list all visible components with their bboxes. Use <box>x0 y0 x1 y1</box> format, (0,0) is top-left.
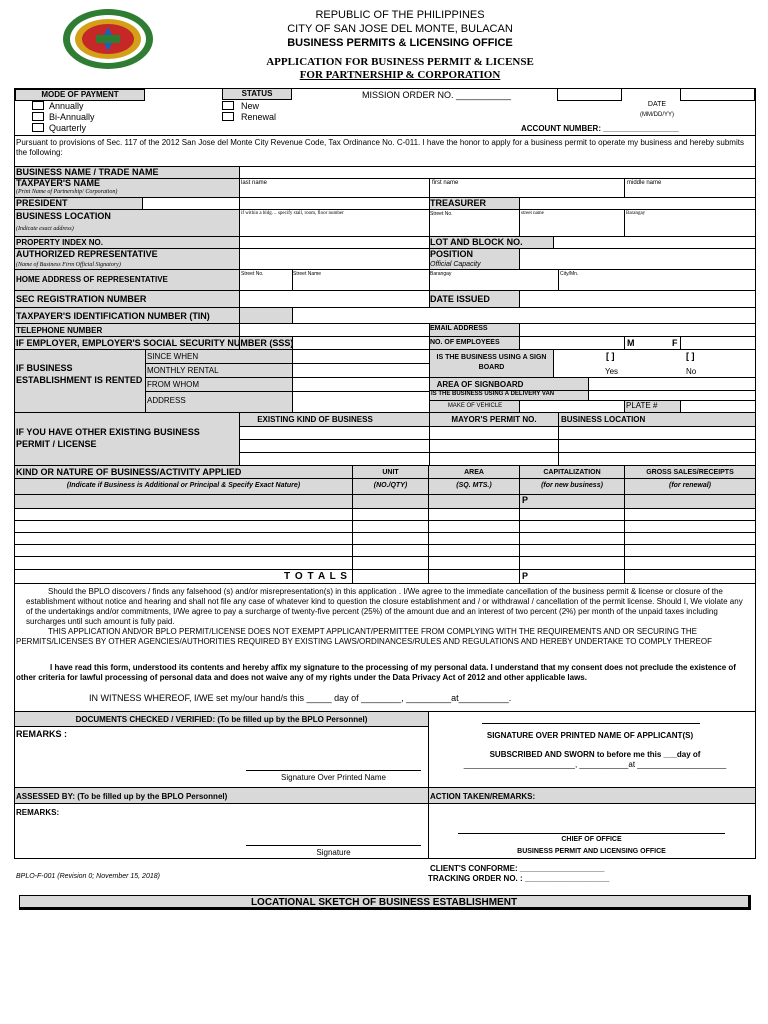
official-capacity-label: Official Capacity <box>430 261 481 268</box>
mayor-permit-header: MAYOR'S PERMIT NO. <box>451 415 537 424</box>
assessed-by-label: ASSESSED BY: (To be filled up by the BPLO Personnel) <box>16 792 228 801</box>
rented-label: IF BUSINESS ESTABLISHMENT IS RENTED <box>16 363 143 385</box>
unit-header: UNIT <box>382 469 399 476</box>
make-of-vehicle-label: MAKE OF VEHICLE <box>447 403 503 409</box>
home-address-label: HOME ADDRESS OF REPRESENTATIVE <box>16 275 168 284</box>
city-seal <box>62 8 154 70</box>
annually-checkbox[interactable] <box>32 101 44 110</box>
account-number-field[interactable]: ACCOUNT NUMBER: _________________ <box>521 124 679 133</box>
new-label: New <box>241 101 260 111</box>
business-name-input[interactable] <box>240 167 755 178</box>
remarks-label: REMARKS : <box>16 729 67 739</box>
president-label: PRESIDENT <box>16 198 68 208</box>
remarks2-label: REMARKS: <box>16 808 60 817</box>
home-barangay: Barangay <box>430 271 452 277</box>
yes-label: Yes <box>605 367 619 376</box>
yes-bracket[interactable]: [ ] <box>606 351 615 361</box>
property-index-label: PROPERTY INDEX NO. <box>16 238 103 247</box>
existing-kind-header: EXISTING KIND OF BUSINESS <box>257 415 373 424</box>
capitalization-p: P <box>522 495 529 505</box>
existing-permit-label: IF YOU HAVE OTHER EXISTING BUSINESS PERMIT / LICENSE <box>16 427 200 449</box>
annually-label: Annually <box>49 101 84 111</box>
date-format: (MM/DD/YY) <box>640 112 674 118</box>
tracking-order-field[interactable]: TRACKING ORDER NO. : ___________________ <box>428 874 610 883</box>
form-number: BPLO-F-001 (Revision 0; November 15, 2018) <box>16 873 160 880</box>
home-street-no: Street No. <box>241 271 264 277</box>
area-header: AREA <box>464 469 484 476</box>
sec-registration-label: SEC REGISTRATION NUMBER <box>16 294 147 304</box>
status-label: STATUS <box>222 88 292 100</box>
quarterly-label: Quarterly <box>49 123 87 133</box>
sss-label: IF EMPLOYER, EMPLOYER'S SOCIAL SECURITY NUMBER (SSS) <box>16 338 294 348</box>
authorized-rep-sub: (Name of Business Firm Official Signatory) <box>16 262 121 268</box>
business-location-sub: (Indicate exact address) <box>16 226 74 232</box>
monthly-rental-label: MONTHLY RENTAL <box>147 366 219 375</box>
subscribed-sworn-text: SUBSCRIBED AND SWORN to before me this ___day of <box>489 750 701 759</box>
republic-text: REPUBLIC OF THE PHILIPPINES <box>315 9 485 21</box>
first-name-label: first name <box>432 180 459 186</box>
unit-sub: (NO./QTY) <box>373 482 408 489</box>
no-label: No <box>686 367 697 376</box>
gross-sales-sub: (for renewal) <box>668 482 711 489</box>
assessor-signature-label: Signature <box>316 848 351 857</box>
capitalization-header: CAPITALIZATION <box>543 469 601 476</box>
city-text: CITY OF SAN JOSE DEL MONTE, BULACAN <box>287 23 513 35</box>
business-name-label: BUSINESS NAME / TRADE NAME <box>16 167 159 177</box>
treasurer-label: TREASURER <box>430 198 487 208</box>
employees-label: NO. OF EMPLOYEES <box>430 339 500 346</box>
chief-of-office-label: CHIEF OF OFFICE <box>561 836 622 843</box>
intro-paragraph: Pursuant to provisions of Sec. 117 of the 2012 San Jose del Monte City Revenue Code, Tax Ordinance No. C-011. I have the honor to apply for a business permit to operate my business and hereby submits the following: <box>16 138 744 157</box>
area-sub: (SQ. MTS.) <box>456 482 492 489</box>
renewal-checkbox[interactable] <box>222 112 234 121</box>
totals-p: P <box>522 571 529 581</box>
authorized-rep-label: AUTHORIZED REPRESENTATIVE <box>16 249 158 259</box>
lot-block-label: LOT AND BLOCK NO. <box>430 237 523 247</box>
date-box-1[interactable] <box>557 88 622 101</box>
renewal-label: Renewal <box>241 112 277 122</box>
street-no-label: Street No. <box>430 211 453 217</box>
activity-sub: (Indicate if Business is Additional or Principal & Specify Exact Nature) <box>66 482 301 489</box>
no-bracket[interactable]: [ ] <box>686 351 695 361</box>
rented-address-label: ADDRESS <box>147 396 186 405</box>
mission-order-field[interactable]: MISSION ORDER NO. ___________ <box>362 90 512 100</box>
form-subtitle: FOR PARTNERSHIP & CORPORATION <box>299 69 501 81</box>
date-label: DATE <box>647 101 667 108</box>
locational-sketch-header: LOCATIONAL SKETCH OF BUSINESS ESTABLISHMENT <box>19 895 751 910</box>
middle-name-label: middle name <box>627 180 662 186</box>
capitalization-sub: (for new business) <box>541 482 603 489</box>
since-when-label: SINCE WHEN <box>147 352 199 361</box>
home-street-name: Street Name <box>293 271 322 277</box>
business-location-label: BUSINESS LOCATION <box>16 211 111 221</box>
telephone-label: TELEPHONE NUMBER <box>16 326 103 335</box>
office-text: BUSINESS PERMITS & LICENSING OFFICE <box>287 37 513 49</box>
tin-label: TAXPAYER'S IDENTIFICATION NUMBER (TIN) <box>16 311 210 321</box>
female-label: F <box>672 338 678 348</box>
plate-label: PLATE # <box>626 401 658 410</box>
exemption-paragraph: THIS APPLICATION AND/OR BPLO PERMIT/LICENSE DOES NOT EXEMPT APPLICANT/PERMITTEE FROM COMPLYING WITH THE REQUIREMENTS AND OR SECURING THE PERMITS/LICENSES BY OTHER AGENCIES/AUTHORITIES REQUIRED BY EXISTING LAWS/ORDINANCES/RULES AND REGULATIONS AND HEREBY UNDERTAKE TO COMPLY THEREOF <box>16 627 713 646</box>
barangay-label: Barangay <box>626 211 646 216</box>
street-name-label: street name <box>521 211 544 216</box>
signature-printed-name: Signature Over Printed Name <box>281 773 386 782</box>
mode-of-payment-label: MODE OF PAYMENT <box>15 89 145 101</box>
totals-label: T O T A L S <box>284 571 348 582</box>
signboard-area-label: AREA OF SIGNBOARD <box>436 380 524 389</box>
date-box-2[interactable] <box>680 88 755 101</box>
bplo-label: BUSINESS PERMIT AND LICENSING OFFICE <box>517 848 666 855</box>
subscribed-line[interactable]: _________________________, ___________at ____________________ <box>463 760 727 769</box>
action-taken-label: ACTION TAKEN/REMARKS: <box>430 792 536 801</box>
privacy-paragraph: I have read this form, understood its contents and hereby affix my signature to the processing of my personal data. I understand that my consent does not preclude the existence of other criteria for lawful processing of personal data and does not waive any of my rights under the Data Privacy Act of 2012 and other applicable laws. <box>16 663 736 682</box>
witness-line: IN WITNESS WHEREOF, I/WE set my/our hand/s this _____ day of ________, _________at__________. <box>89 693 512 703</box>
bi-annually-label: Bi-Annually <box>49 112 95 122</box>
male-label: M <box>627 338 635 348</box>
date-issued-label: DATE ISSUED <box>430 294 490 304</box>
documents-checked-label: DOCUMENTS CHECKED / VERIFIED: (To be filled up by the BPLO Personnel) <box>75 715 368 724</box>
delivery-van-label: IS THE BUSINESS USING A DELIVERY VAN <box>431 391 555 397</box>
new-checkbox[interactable] <box>222 101 234 110</box>
existing-location-header: BUSINESS LOCATION <box>561 415 646 424</box>
gross-sales-header: GROSS SALES/RECEIPTS <box>646 469 734 476</box>
sign-board-question: IS THE BUSINESS USING A SIGN BOARD <box>436 354 547 371</box>
taxpayer-label: TAXPAYER'S NAME <box>16 178 100 188</box>
from-whom-label: FROM WHOM <box>147 380 199 389</box>
last-name-label: last name <box>241 180 268 186</box>
position-label: POSITION <box>430 249 474 259</box>
taxpayer-sub: (Print Name of Partnership/ Corporation) <box>16 189 118 195</box>
email-label: EMAIL ADDRESS <box>430 325 488 332</box>
quarterly-checkbox[interactable] <box>32 123 44 132</box>
bldg-hint: if within a bldg… specify stall, room, floor number <box>241 211 344 216</box>
bi-annually-checkbox[interactable] <box>32 112 44 121</box>
form-title: APPLICATION FOR BUSINESS PERMIT & LICENSE <box>266 56 534 68</box>
client-conforme-field[interactable]: CLIENT'S CONFORME: ___________________ <box>430 864 605 873</box>
activity-label: KIND OR NATURE OF BUSINESS/ACTIVITY APPLIED <box>16 467 242 477</box>
falsehood-paragraph: Should the BPLO discovers / finds any falsehood (s) and/or misrepresentation(s) in this application . I/We agree to the immediate cancellation of the business permit & license or closure of the establishment without notice and hearing and shall not file any case of whatever kind to question the closure establishment and / or withdrawal / cancellation of the permit license. Should I, We violate any of the undertakings and/or commitments, I/We agree to pay a surcharge of twenty-five percent (25%) of the amount due and an interest of two percent (2%) per month of the unpaid taxes including surcharges until such amount is fully paid. <box>26 587 743 626</box>
applicant-signature-label: SIGNATURE OVER PRINTED NAME OF APPLICANT(S) <box>486 731 694 740</box>
home-city: City/Mn. <box>560 271 579 277</box>
